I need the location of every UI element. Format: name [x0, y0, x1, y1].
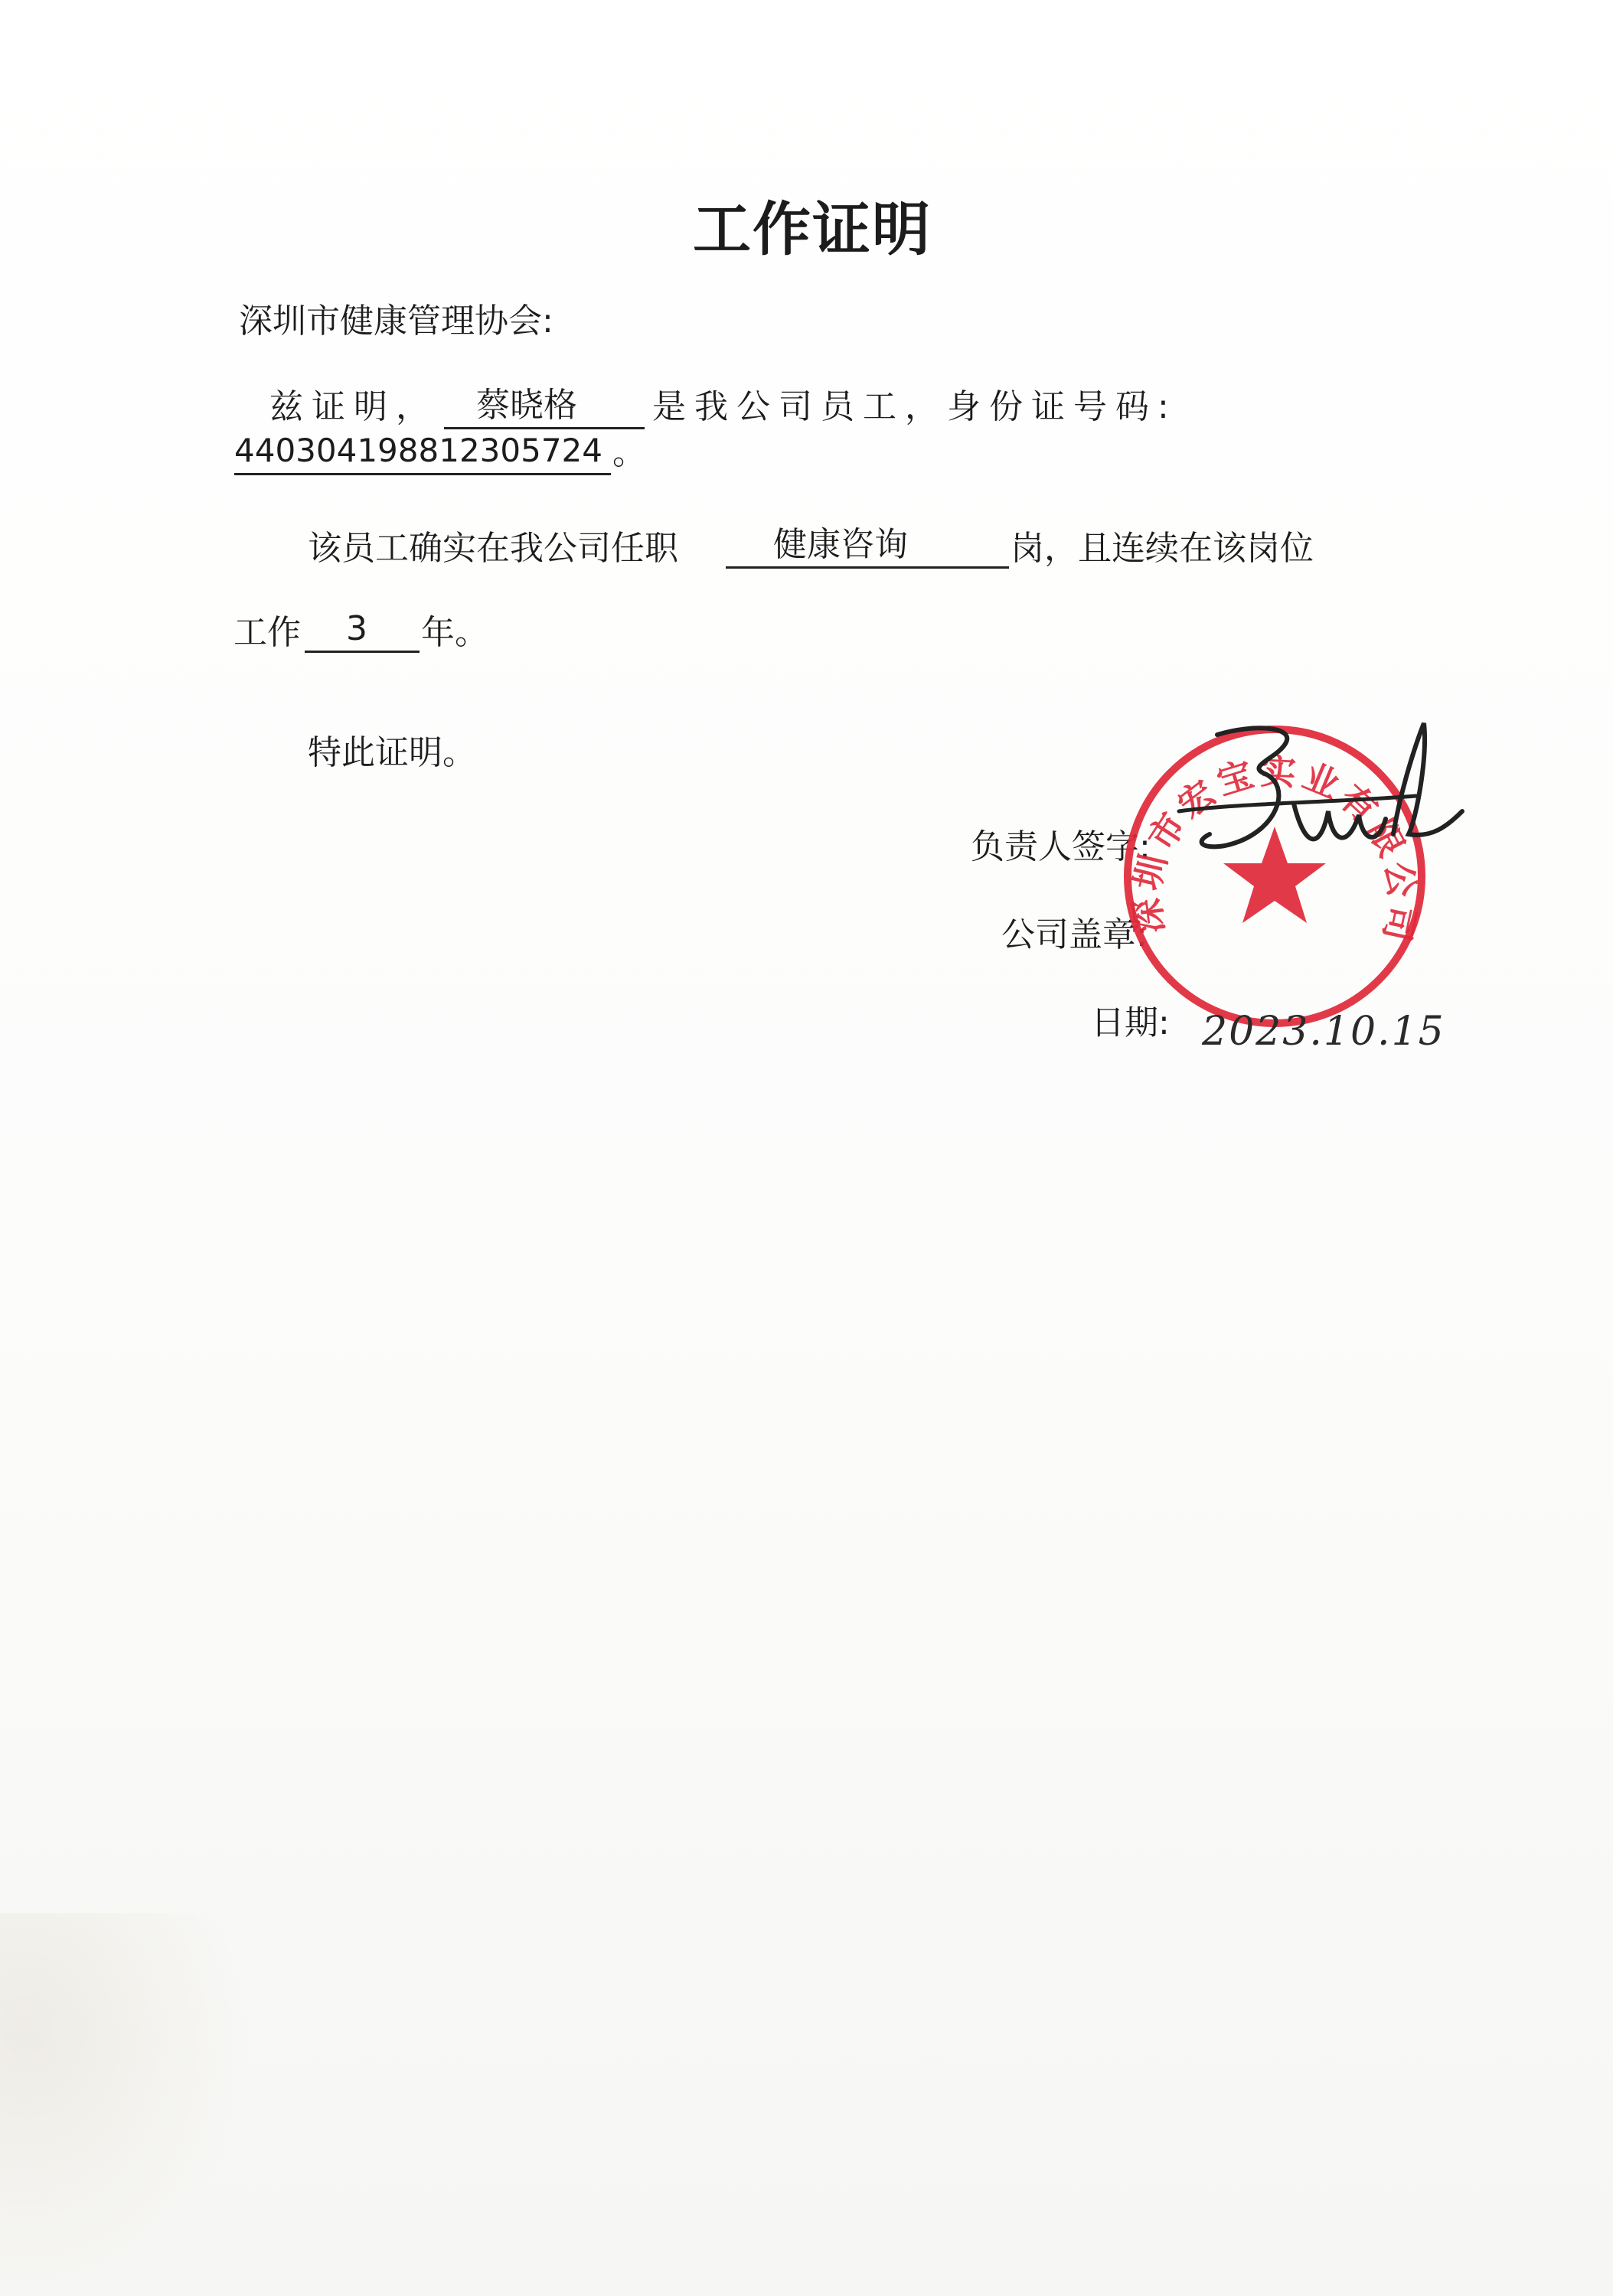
date-label: 日期:: [1091, 1003, 1170, 1042]
stamp-text: 深圳市宏宝实业有限公司: [1125, 750, 1424, 950]
employee-name: 蔡晓格: [476, 386, 577, 425]
document-title: 工作证明: [693, 195, 932, 263]
position-prefix: 该员工确实在我公司任职: [308, 529, 678, 568]
addressee: 深圳市健康管理协会:: [239, 302, 553, 341]
name-underline: [444, 427, 645, 429]
position-suffix: 岗，且连续在该岗位: [1011, 529, 1314, 568]
position-name: 健康咨询: [773, 525, 908, 564]
years-underline: [305, 651, 420, 653]
certify-prefix: 兹证明，: [269, 387, 438, 426]
certify-suffix: 是我公司员工，身份证号码:: [652, 387, 1177, 426]
handwritten-date: 2023.10.15: [1202, 1009, 1445, 1055]
handwritten-signature: [1164, 712, 1470, 911]
position-underline: [726, 566, 1009, 569]
work-suffix: 年。: [421, 613, 488, 652]
id-number: 440304198812305724: [234, 432, 602, 469]
paper-shadow: [0, 1913, 253, 2296]
closing-statement: 特此证明。: [308, 733, 476, 772]
id-underline: [234, 473, 611, 475]
seal-label: 公司盖章:: [1001, 915, 1148, 954]
work-prefix: 工作: [233, 613, 301, 652]
signature-label: 负责人签字:: [971, 827, 1151, 866]
years-value: 3: [346, 609, 367, 648]
id-end: 。: [612, 433, 646, 472]
